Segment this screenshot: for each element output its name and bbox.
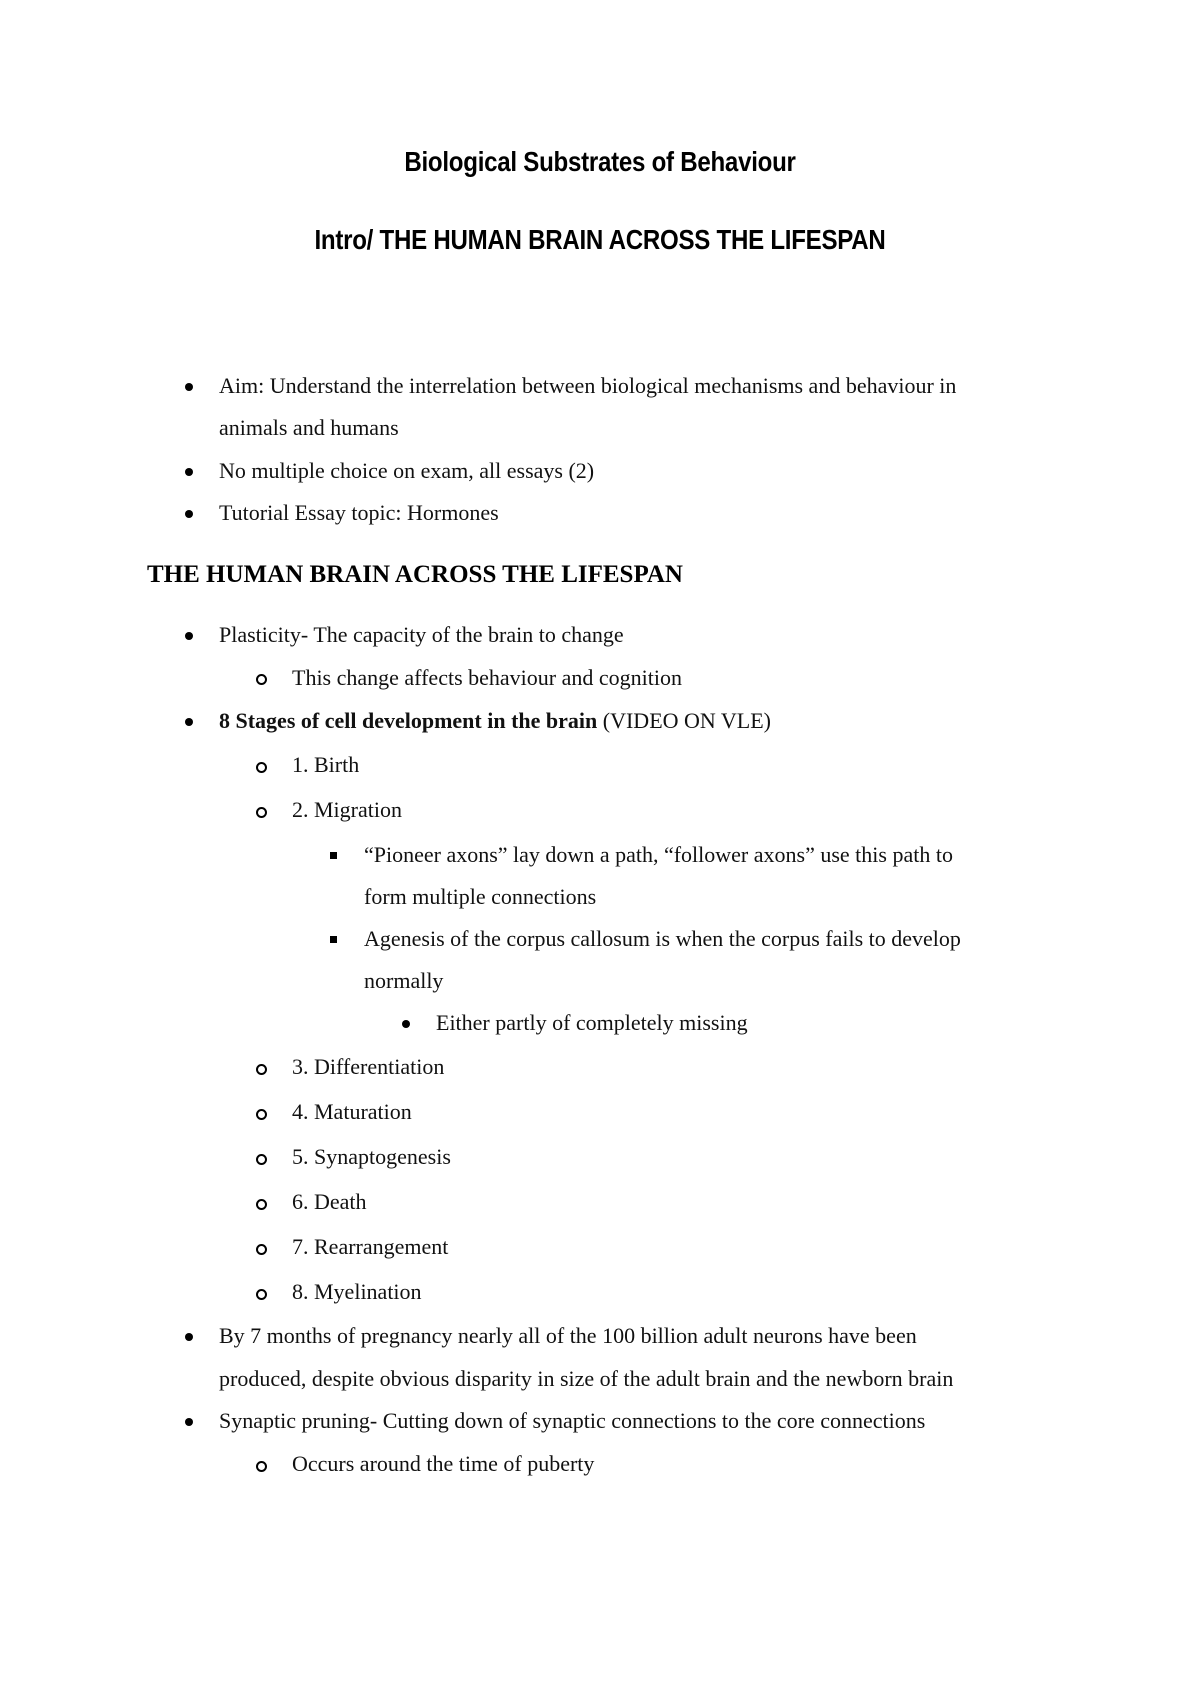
stage-item: 5. Synaptogenesis [292,1144,451,1169]
bullet-ring-icon [256,762,267,773]
document-title: Biological Substrates of Behaviour [404,146,796,177]
bullet-dot-icon [185,1333,193,1341]
bullet-square-icon [330,936,337,943]
bullet-ring-icon [256,807,267,818]
section-heading: THE HUMAN BRAIN ACROSS THE LIFESPAN [147,561,683,588]
aim-text-line1: Aim: Understand the interrelation between biological mechanisms and behaviour in [219,373,957,398]
pioneer-text-line1: “Pioneer axons” lay down a path, “follower axons” use this path to [364,842,953,867]
stage-item: 4. Maturation [292,1099,412,1124]
bullet-ring-icon [256,1199,267,1210]
bullet-dot-icon [185,718,193,726]
agenesis-sub-text: Either partly of completely missing [436,1010,748,1035]
bullet-ring-icon [256,1109,267,1120]
tutorial-text: Tutorial Essay topic: Hormones [219,500,499,525]
agenesis-text-line1: Agenesis of the corpus callosum is when the corpus fails to develop [364,926,961,951]
stages-heading-rest: (VIDEO ON VLE) [597,708,771,733]
stage-item: 3. Differentiation [292,1054,445,1079]
bullet-ring-icon [256,1461,267,1472]
bullet-dot-icon [402,1020,410,1028]
pioneer-text-line2: form multiple connections [364,884,597,909]
document-subtitle: Intro/ THE HUMAN BRAIN ACROSS THE LIFESPAN [314,224,886,255]
agenesis-text-line2: normally [364,968,444,993]
bullet-ring-icon [256,674,267,685]
plasticity-text: Plasticity- The capacity of the brain to change [219,622,624,647]
pregnancy-text-line1: By 7 months of pregnancy nearly all of the 100 billion adult neurons have been [219,1323,917,1348]
exam-text: No multiple choice on exam, all essays (2) [219,458,595,483]
stages-heading-bold: 8 Stages of cell development in the brain [219,708,598,733]
aim-text-line2: animals and humans [219,415,399,440]
stages-heading-line [219,708,771,734]
bullet-ring-icon [256,1289,267,1300]
stage-item: 8. Myelination [292,1279,422,1304]
stage-item: 2. Migration [292,797,402,822]
pregnancy-text-line2: produced, despite obvious disparity in size of the adult brain and the newborn brain [219,1366,954,1391]
plasticity-sub-text: This change affects behaviour and cognition [292,665,682,690]
bullet-dot-icon [185,468,193,476]
bullet-square-icon [330,852,337,859]
bullet-dot-icon [185,632,193,640]
stage-item: 1. Birth [292,752,360,777]
bullet-dot-icon [185,510,193,518]
bullet-ring-icon [256,1244,267,1255]
stage-item: 6. Death [292,1189,367,1214]
bullet-ring-icon [256,1154,267,1165]
stage-item: 7. Rearrangement [292,1234,449,1259]
bullet-dot-icon [185,383,193,391]
pruning-sub-text: Occurs around the time of puberty [292,1451,595,1476]
pruning-text: Synaptic pruning- Cutting down of synaptic connections to the core connections [219,1408,926,1433]
bullet-dot-icon [185,1418,193,1426]
bullet-ring-icon [256,1064,267,1075]
